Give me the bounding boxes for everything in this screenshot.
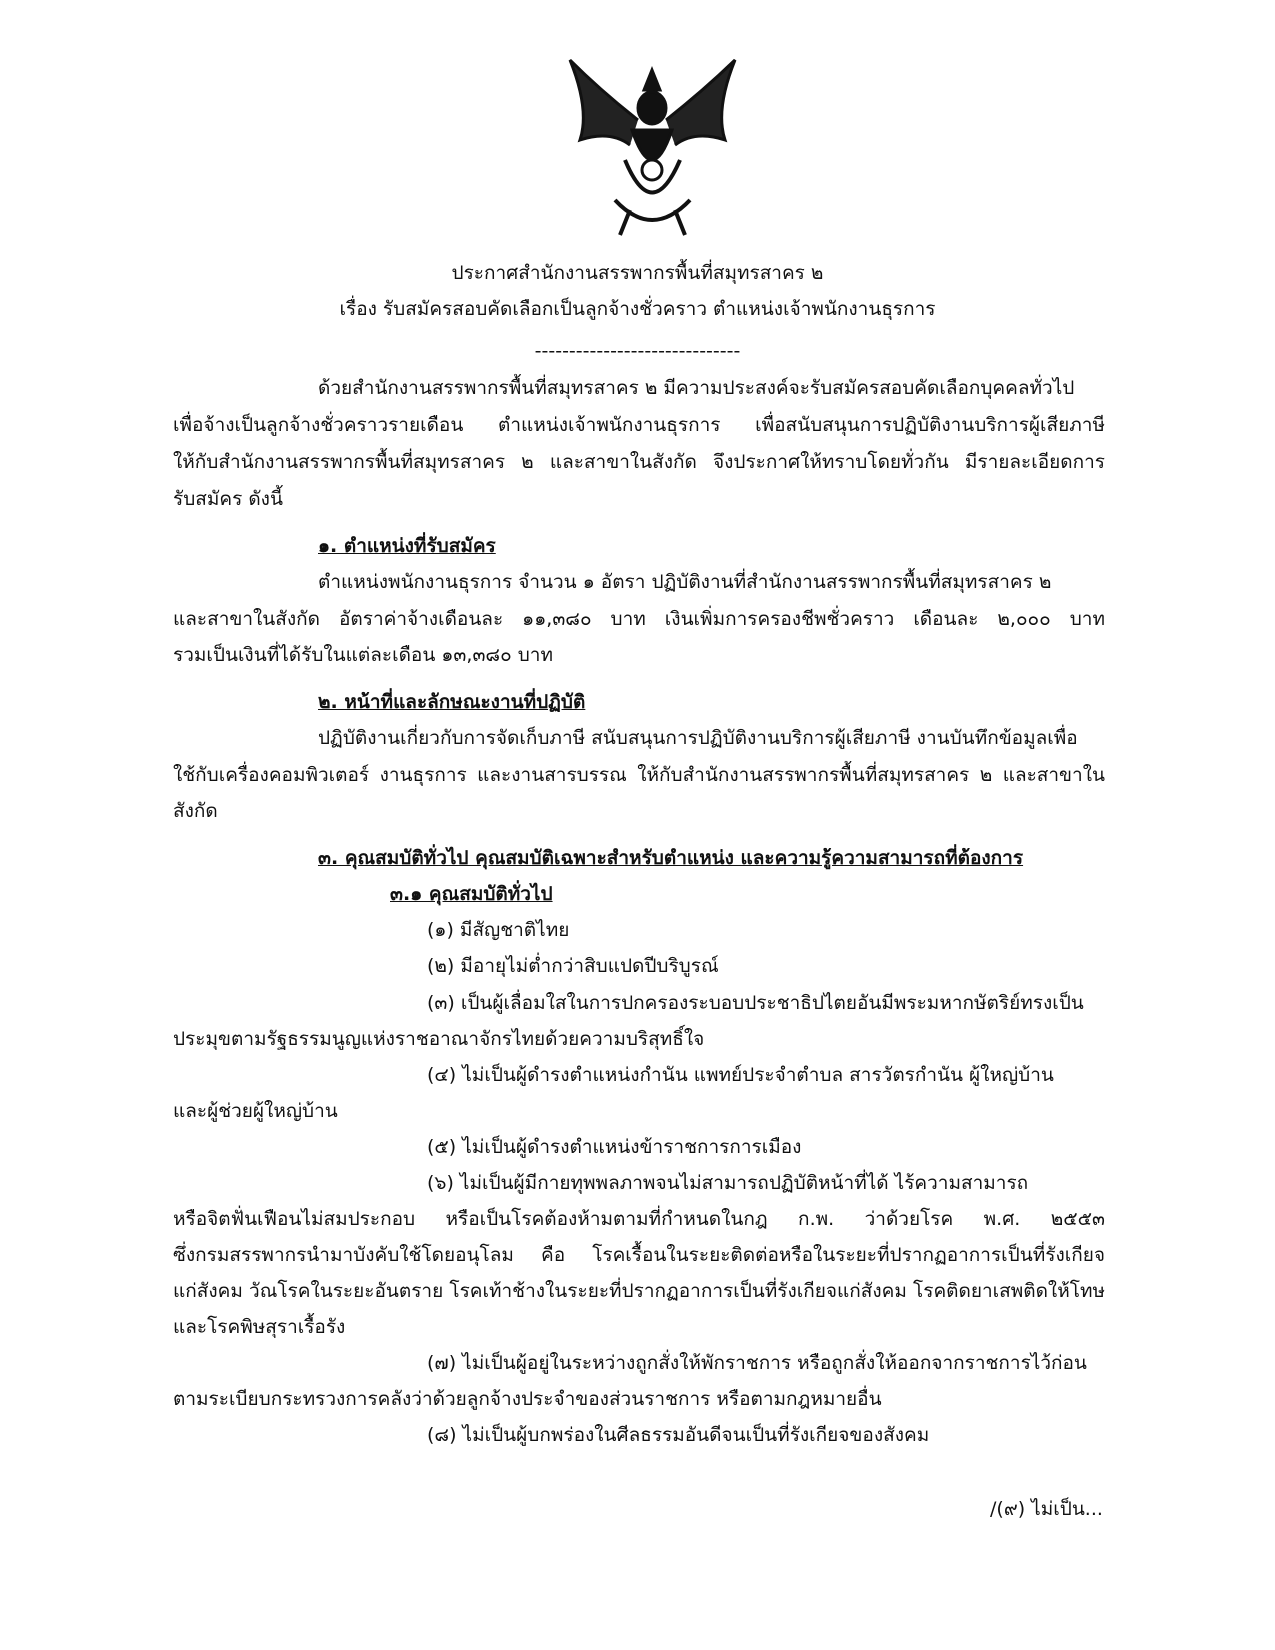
garuda-emblem-icon: [560, 50, 745, 245]
qualification-item: (๔) ไม่เป็นผู้ดำรงตำแหน่งกำนัน แพทย์ประจำตำบล สารวัตรกำนัน ผู้ใหญ่บ้าน: [427, 1064, 1054, 1086]
divider: ------------------------------: [534, 340, 741, 362]
announcement-subject: เรื่อง รับสมัครสอบคัดเลือกเป็นลูกจ้างชั่วคราว ตำแหน่งเจ้าพนักงานธุรการ: [339, 298, 936, 320]
qualification-item: (๗) ไม่เป็นผู้อยู่ในระหว่างถูกสั่งให้พักราชการ หรือถูกสั่งให้ออกจากราชการไว้ก่อน: [427, 1352, 1087, 1374]
section-line: ตำแหน่งพนักงานธุรการ จำนวน ๑ อัตรา ปฏิบัติงานที่สำนักงานสรรพากรพื้นที่สมุทรสาคร ๒: [318, 571, 1052, 593]
intro-line: เพื่อจ้างเป็นลูกจ้างชั่วคราวรายเดือน ตำแหน่งเจ้าพนักงานธุรการ เพื่อสนับสนุนการปฏิบัติงานบริการผู้เสียภาษี: [173, 414, 1105, 436]
qualification-item: และโรคพิษสุราเรื้อรัง: [173, 1316, 346, 1338]
section-line: สังกัด: [173, 800, 218, 822]
qualification-item: (๑) มีสัญชาติไทย: [427, 919, 570, 941]
announcement-title: ประกาศสำนักงานสรรพากรพื้นที่สมุทรสาคร ๒: [451, 262, 824, 284]
qualification-item: (๕) ไม่เป็นผู้ดำรงตำแหน่งข้าราชการการเมือง: [427, 1136, 802, 1158]
section-line: ใช้กับเครื่องคอมพิวเตอร์ งานธุรการ และงานสารบรรณ ให้กับสำนักงานสรรพากรพื้นที่สมุทรสาคร ๒ และสาขาใน: [173, 764, 1105, 786]
qualification-item: (๘) ไม่เป็นผู้บกพร่องในศีลธรรมอันดีจนเป็นที่รังเกียจของสังคม: [427, 1424, 930, 1446]
qualification-item: ตามระเบียบกระทรวงการคลังว่าด้วยลูกจ้างประจำของส่วนราชการ หรือตามกฎหมายอื่น: [173, 1388, 882, 1410]
qualification-item: (๖) ไม่เป็นผู้มีกายทุพพลภาพจนไม่สามารถปฏิบัติหน้าที่ได้ ไร้ความสามารถ: [427, 1172, 1029, 1194]
section-heading: ๑. ตำแหน่งที่รับสมัคร: [318, 535, 496, 557]
section-heading: ๓. คุณสมบัติทั่วไป คุณสมบัติเฉพาะสำหรับตำแหน่ง และความรู้ความสามารถที่ต้องการ: [318, 847, 1024, 869]
intro-line: ให้กับสำนักงานสรรพากรพื้นที่สมุทรสาคร ๒ และสาขาในสังกัด จึงประกาศให้ทราบโดยทั่วกัน มีรายละเอียดการ: [173, 451, 1105, 473]
qualification-item: (๒) มีอายุไม่ต่ำกว่าสิบแปดปีบริบูรณ์: [427, 955, 719, 977]
intro-line: รับสมัคร ดังนี้: [173, 488, 283, 510]
section-heading: ๒. หน้าที่และลักษณะงานที่ปฏิบัติ: [318, 691, 586, 713]
section-line: และสาขาในสังกัด อัตราค่าจ้างเดือนละ ๑๑,๓๘๐ บาท เงินเพิ่มการครองชีพชั่วคราว เดือนละ ๒,๐๐๐ บาท: [173, 608, 1105, 630]
intro-line: ด้วยสำนักงานสรรพากรพื้นที่สมุทรสาคร ๒ มีความประสงค์จะรับสมัครสอบคัดเลือกบุคคลทั่วไป: [318, 377, 1075, 399]
qualification-item: และผู้ช่วยผู้ใหญ่บ้าน: [173, 1100, 338, 1122]
section-line: ปฏิบัติงานเกี่ยวกับการจัดเก็บภาษี สนับสนุนการปฏิบัติงานบริการผู้เสียภาษี งานบันทึกข้อมูลเพื่อ: [318, 727, 1078, 749]
qualification-item: หรือจิตฟั่นเฟือนไม่สมประกอบ หรือเป็นโรคต้องห้ามตามที่กำหนดในกฎ ก.พ. ว่าด้วยโรค พ.ศ. ๒๕๕๓: [173, 1208, 1105, 1230]
qualification-item: ประมุขตามรัฐธรรมนูญแห่งราชอาณาจักรไทยด้วยความบริสุทธิ์ใจ: [173, 1028, 705, 1050]
qualification-item: ซึ่งกรมสรรพากรนำมาบังคับใช้โดยอนุโลม คือ โรคเรื้อนในระยะติดต่อหรือในระยะที่ปรากฏอาการเป็นที่รังเกียจ: [173, 1244, 1105, 1266]
qualification-item: (๓) เป็นผู้เลื่อมใสในการปกครองระบอบประชาธิปไตยอันมีพระมหากษัตริย์ทรงเป็น: [427, 992, 1084, 1014]
continuation-note: /(๙) ไม่เป็น...: [990, 1498, 1103, 1520]
section-line: รวมเป็นเงินที่ได้รับในแต่ละเดือน ๑๓,๓๘๐ บาท: [173, 644, 553, 666]
subsection-heading: ๓.๑ คุณสมบัติทั่วไป: [390, 883, 553, 905]
qualification-item: แก่สังคม วัณโรคในระยะอันตราย โรคเท้าช้างในระยะที่ปรากฏอาการเป็นที่รังเกียจแก่สังคม โรคติดยาเสพติดให้โทษ: [173, 1280, 1105, 1302]
